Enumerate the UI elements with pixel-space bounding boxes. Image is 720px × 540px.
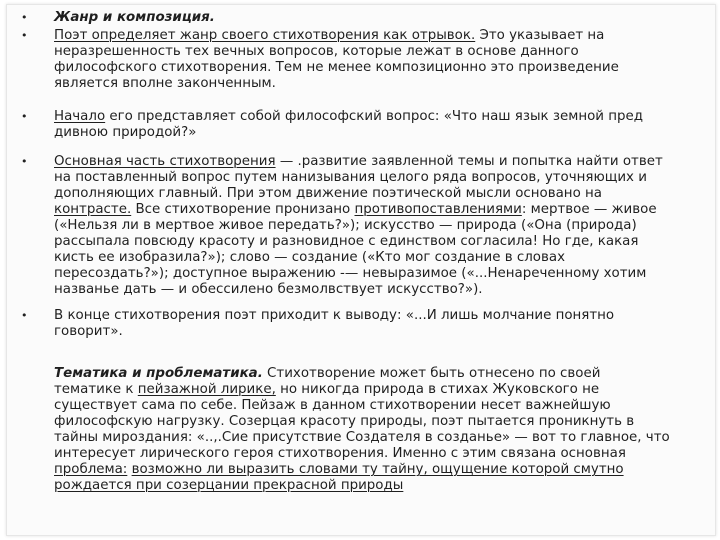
bullet-main-line: рассыпала повсюду красоту и разновидное с единством согласила! Но где, какая — [54, 234, 639, 249]
bullet-genre-line — [54, 28, 604, 44]
paragraph-line: существует сама по себе. Пейзаж в данном стихотворении несет важнейшую — [54, 398, 611, 413]
text: его представляет собой философский вопрос: «Что наш язык земной пред — [105, 109, 644, 124]
bullet-main-line — [54, 202, 657, 218]
bullet-genre-line: является вполне законченным. — [54, 76, 276, 91]
underlined-text: контрасте. — [54, 202, 132, 217]
slide — [6, 4, 716, 536]
text: но никогда природа в стихах Жуковского не — [275, 382, 600, 397]
paragraph-line — [54, 478, 403, 494]
underlined-text: пейзажной лирике, — [137, 382, 276, 397]
bullet-main-line: названье дать — и обессилено безмолвствует искусство?»). — [54, 282, 483, 297]
bullet-conclusion-line: говорит». — [54, 324, 123, 339]
underlined-text: Основная часть стихотворения — [54, 154, 276, 169]
bullet-main-line: («Нельзя ли в мертвое живое передать?»); искусство — природа («Она (природа) — [54, 218, 637, 233]
underlined-text: Поэт определяет жанр своего стихотворения как отрывок. — [54, 28, 476, 43]
bullet-marker: • — [21, 29, 28, 42]
heading-theme: Тематика и проблематика. — [54, 366, 263, 381]
text: : мертвое — живое — [521, 202, 657, 217]
bullet-beginning-line: дивною природой?» — [54, 125, 197, 140]
underlined-text: проблема: — [54, 462, 128, 477]
underlined-text: рождается при созерцании прекрасной природы — [54, 478, 404, 493]
bullet-marker: • — [21, 155, 28, 168]
bullet-conclusion-line: В конце стихотворения поэт приходит к выводу: «...И лишь молчание понятно — [54, 308, 615, 323]
text: — .развитие заявленной темы и попытка найти ответ — [275, 154, 663, 169]
bullet-main-line: пересоздать?»); доступное выражению -— невыразимое («...Ненареченному хотим — [54, 266, 647, 281]
bullet-main-line: кисть ее изобразила?»); слово — создание («Кто мог создание в словах — [54, 250, 566, 265]
text: тематике к — [54, 382, 138, 397]
heading-genre: Жанр и композиция. — [54, 10, 215, 25]
paragraph-line — [54, 366, 600, 382]
paragraph-line: философскую нагрузку. Созерцая красоту природы, поэт пытается проникнуть в — [54, 414, 635, 429]
bullet-genre-heading — [54, 10, 215, 26]
bullet-marker: • — [21, 110, 28, 123]
bullet-genre-line: неразрешенность тех вечных вопросов, которые лежат в основе данного — [54, 44, 579, 59]
underlined-text: Начало — [54, 109, 106, 124]
text: Это указывает на — [475, 28, 605, 43]
bullet-main-line — [54, 154, 663, 170]
paragraph-line — [54, 462, 624, 478]
bullet-marker: • — [21, 11, 28, 24]
text: Все стихотворение пронизано — [131, 202, 355, 217]
paragraph-line: интересует лирического героя стихотворения. Именно с этим связана основная — [54, 446, 626, 461]
bullet-beginning-line — [54, 109, 643, 125]
paragraph-line: тайны мироздания: «..,.Сие присутствие Создателя в созданье» — вот то главное, что — [54, 430, 670, 445]
underlined-text: противопоставлениями — [354, 202, 522, 217]
bullet-genre-line: философского стихотворения. Тем не менее композиционно это произведение — [54, 60, 619, 75]
paragraph-line — [54, 382, 599, 398]
text: Стихотворение может быть отнесено по своей — [262, 366, 601, 381]
bullet-main-line: на поставленный вопрос путем нанизывания целого ряда вопросов, уточняющих и — [54, 170, 647, 185]
underlined-text: возможно ли выразить словами ту тайну, ощущение которой смутно — [131, 462, 624, 477]
bullet-marker: • — [21, 309, 28, 322]
bullet-main-line: дополняющих главный. При этом движение поэтической мысли основано на — [54, 186, 602, 201]
